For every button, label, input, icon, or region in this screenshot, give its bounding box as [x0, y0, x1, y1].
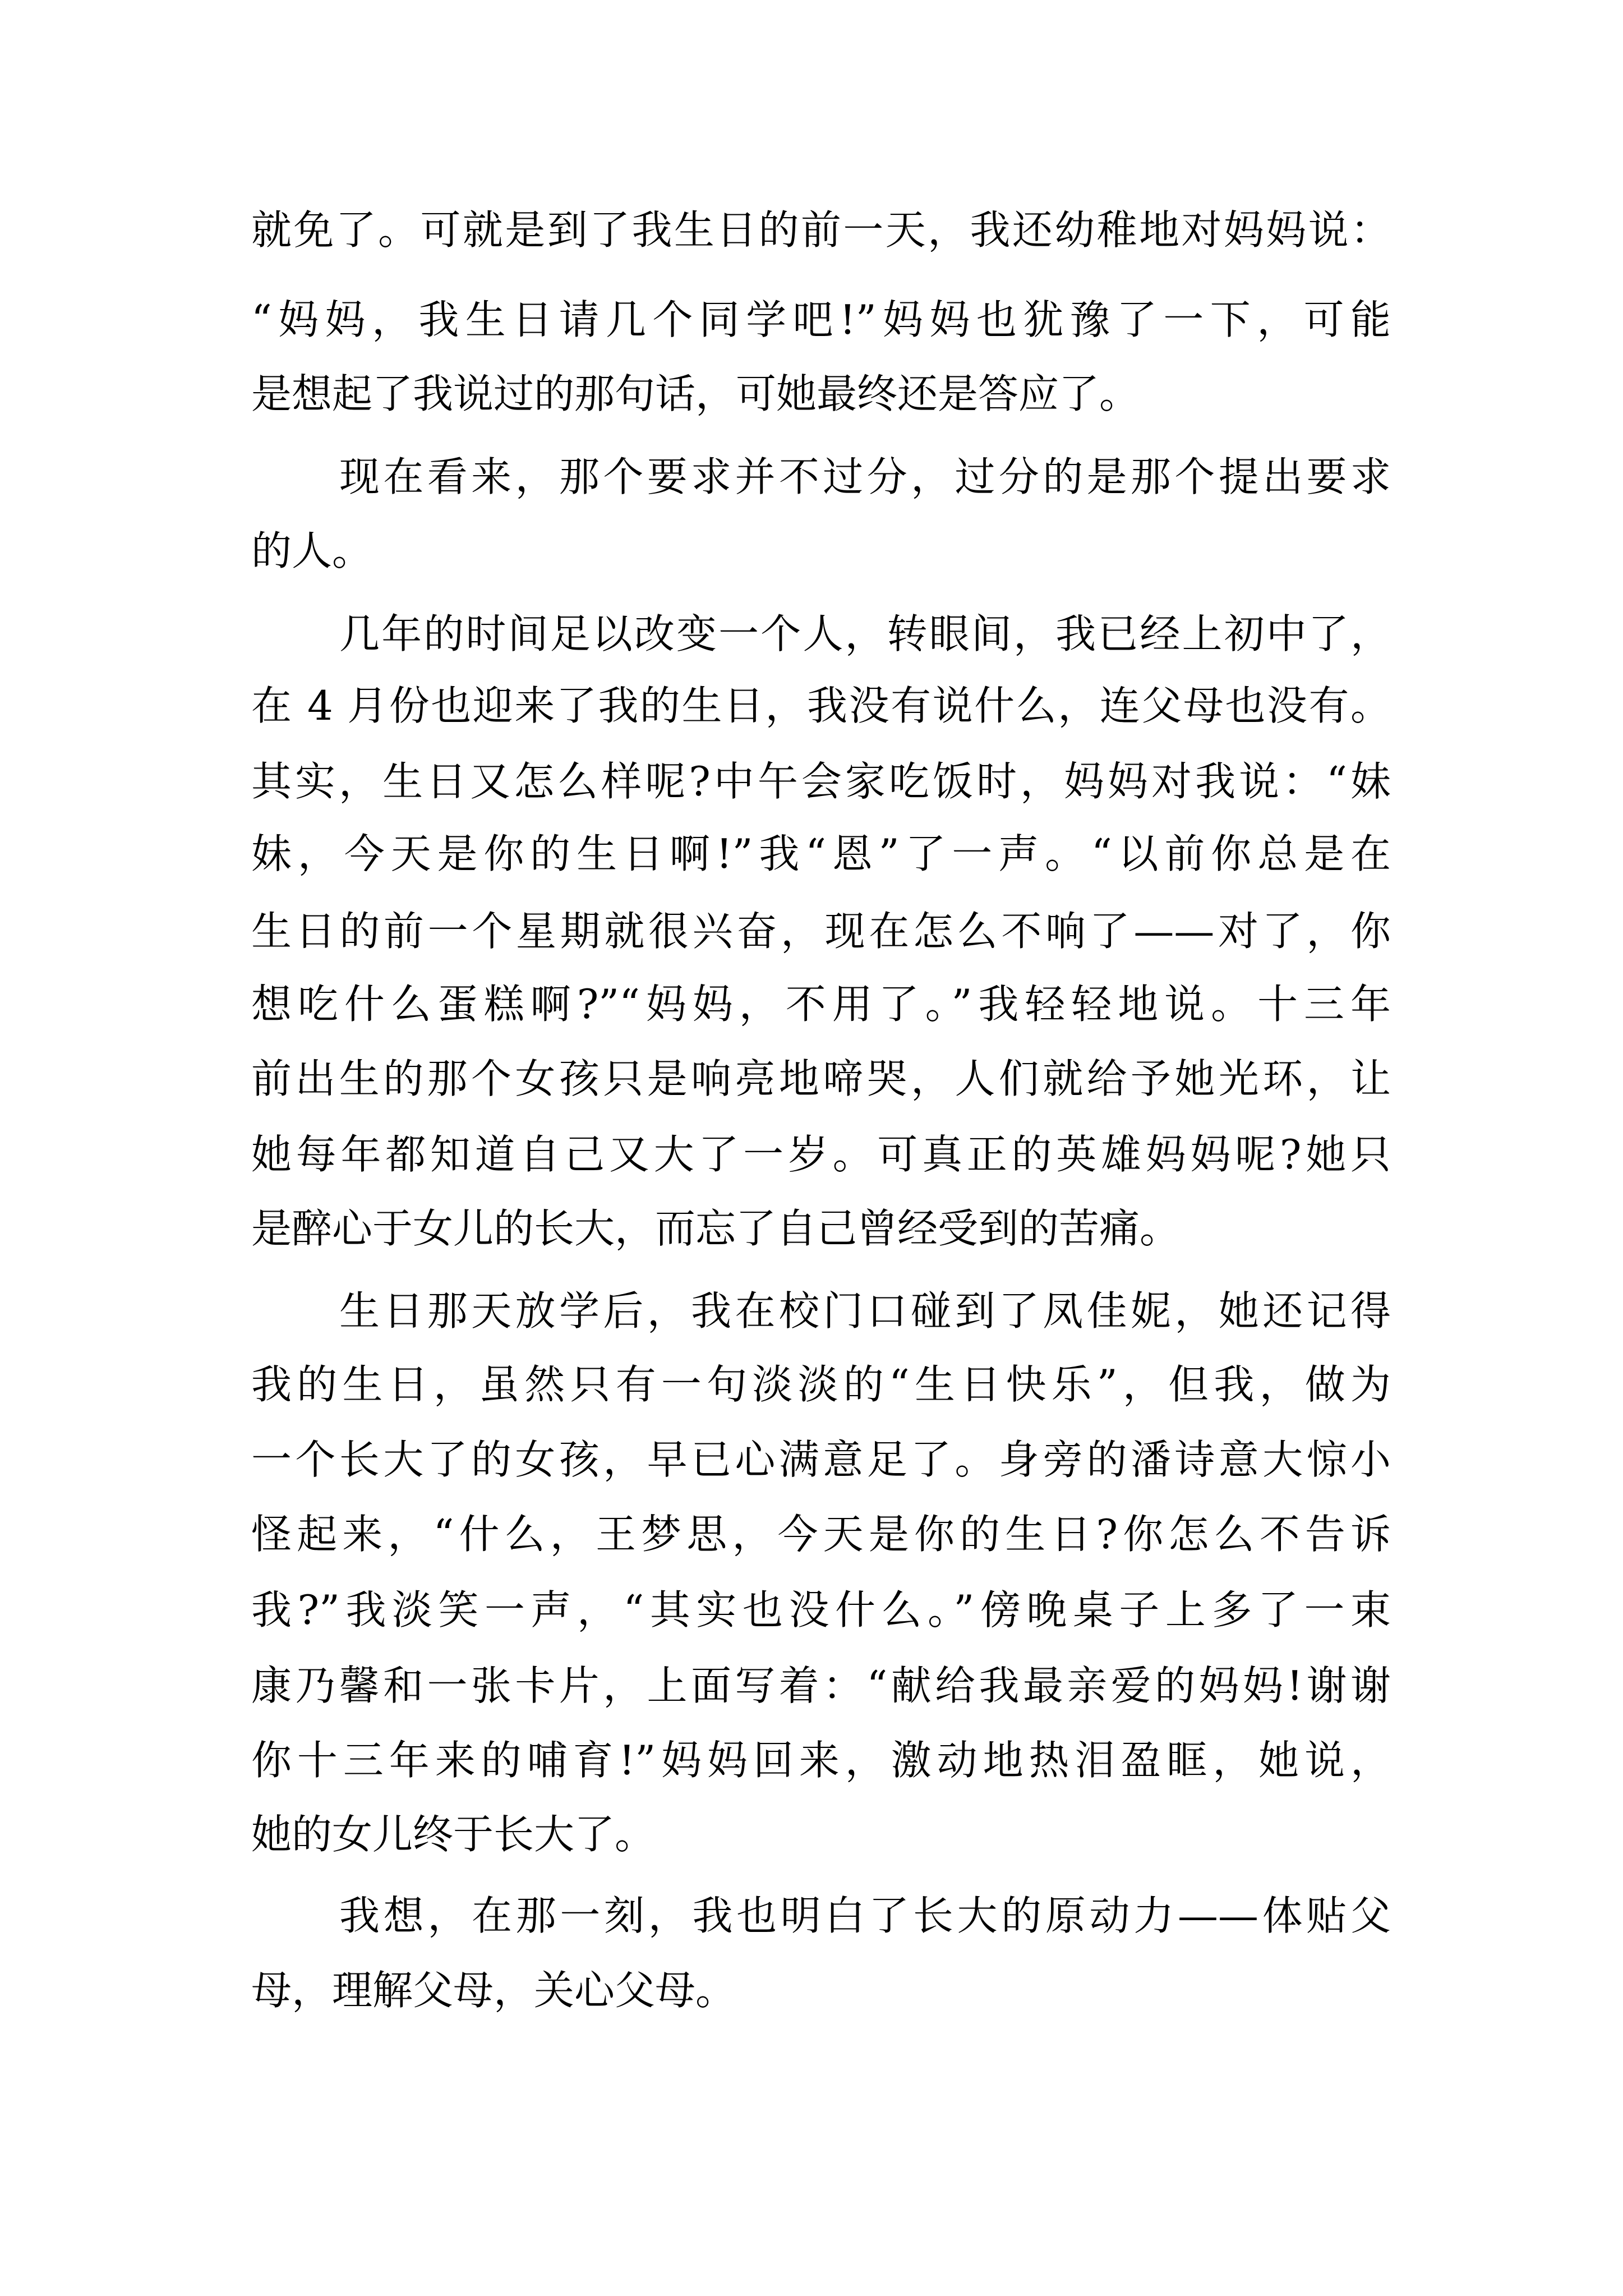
text-line: 我?”我淡笑一声，“其实也没什么。”傍晚桌子上多了一束: [251, 1586, 1391, 1634]
text-line: 她的女儿终于长大了。: [251, 1811, 656, 1858]
text-line: 是醉心于女儿的长大，而忘了自己曾经受到的苦痛。: [251, 1205, 1181, 1252]
text-line: 母，理解父母，关心父母。: [251, 1967, 736, 2014]
text-line: 我的生日，虽然只有一句淡淡的“生日快乐”，但我，做为: [251, 1361, 1391, 1408]
text-line: 前出生的那个女孩只是响亮地啼哭，人们就给予她光环，让: [251, 1055, 1391, 1102]
text-line: 一个长大了的女孩，早已心满意足了。身旁的潘诗意大惊小: [251, 1436, 1391, 1483]
paragraph-first-line: 生日那天放学后，我在校门口碰到了凤佳妮，她还记得: [339, 1287, 1391, 1335]
text-line: 康乃馨和一张卡片，上面写着：“献给我最亲爱的妈妈!谢谢: [251, 1662, 1391, 1709]
text-line: 想吃什么蛋糕啊?”“妈妈，不用了。”我轻轻地说。十三年: [251, 981, 1391, 1028]
text-line: 生日的前一个星期就很兴奋，现在怎么不响了——对了，你: [251, 908, 1391, 955]
paragraph-first-line: 我想，在那一刻，我也明白了长大的原动力——体贴父: [339, 1892, 1391, 1939]
text-line: 是想起了我说过的那句话，可她最终还是答应了。: [251, 370, 1140, 417]
text-line: 妹，今天是你的生日啊!”我“恩”了一声。“以前你总是在: [251, 830, 1391, 877]
text-line: 怪起来，“什么，王梦思，今天是你的生日?你怎么不告诉: [251, 1511, 1391, 1558]
paragraph-first-line: 现在看来，那个要求并不过分，过分的是那个提出要求: [339, 453, 1391, 500]
text-line: 的人。: [251, 527, 373, 574]
text-line: 其实，生日又怎么样呢?中午会家吃饭时，妈妈对我说：“妹: [251, 758, 1391, 805]
text-line: 你十三年来的哺育!”妈妈回来，激动地热泪盈眶，她说，: [251, 1737, 1391, 1784]
text-line: “妈妈，我生日请几个同学吧!”妈妈也犹豫了一下，可能: [251, 296, 1391, 343]
text-line: 就免了。可就是到了我生日的前一天，我还幼稚地对妈妈说：: [251, 206, 1391, 254]
paragraph-first-line: 几年的时间足以改变一个人，转眼间，我已经上初中了，: [339, 610, 1391, 657]
text-line: 她每年都知道自己又大了一岁。可真正的英雄妈妈呢?她只: [251, 1131, 1391, 1178]
text-line: 在 4 月份也迎来了我的生日，我没有说什么，连父母也没有。: [251, 682, 1391, 729]
